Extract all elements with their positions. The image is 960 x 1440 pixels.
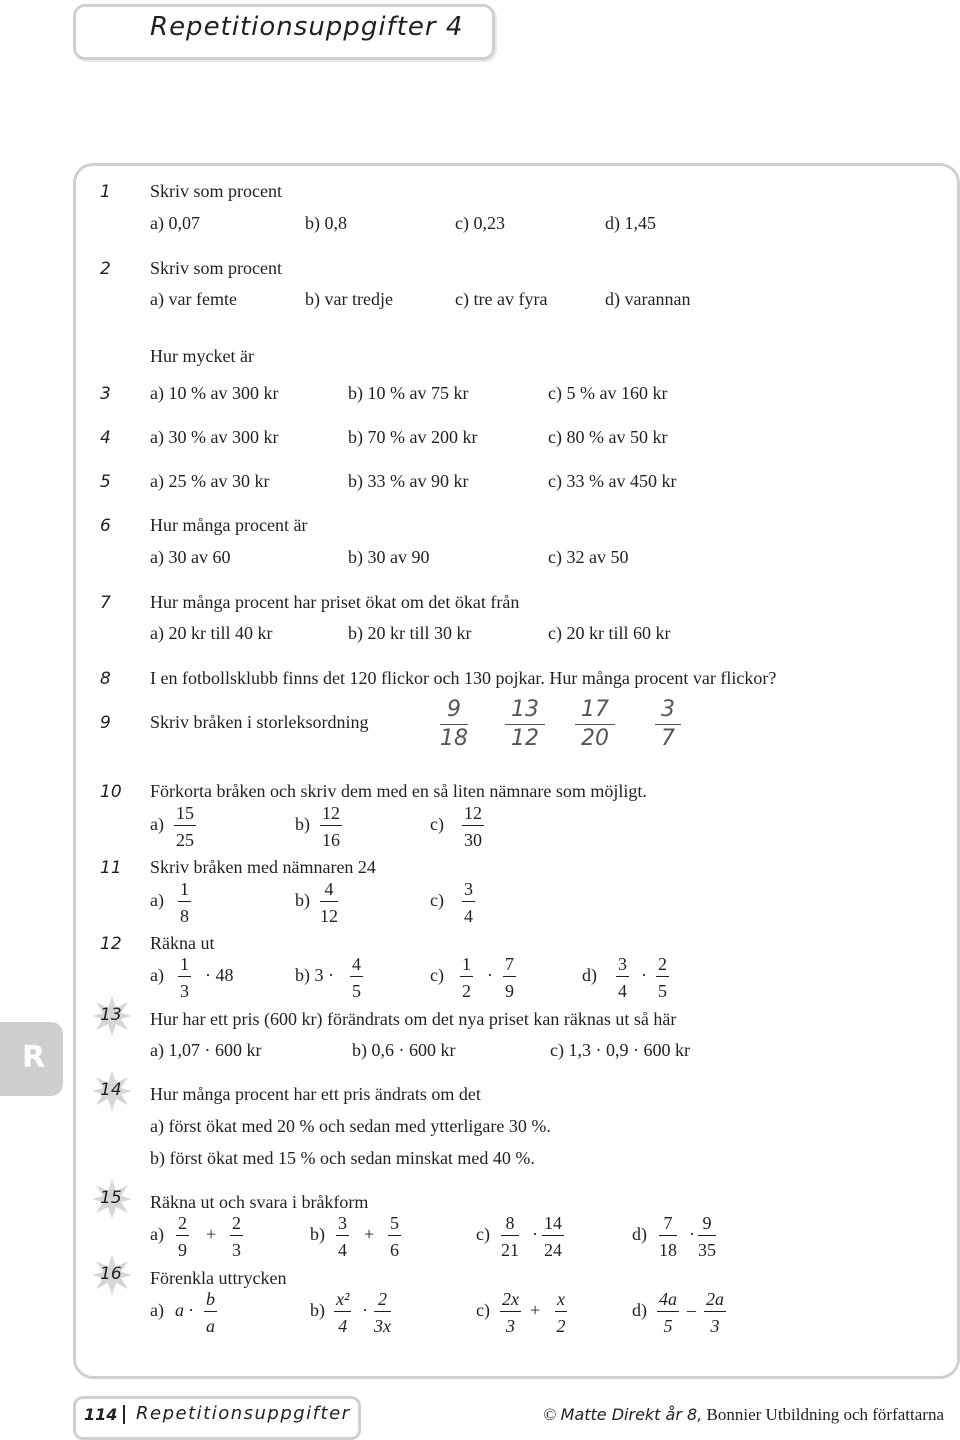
subtask-b: b) 0,6 · 600 kr	[352, 1040, 456, 1060]
numerator: 15	[176, 803, 194, 823]
subtask-b: b) först ökat med 15 % och sedan minskat med 40 %.	[150, 1148, 535, 1168]
numerator: 1	[180, 879, 189, 899]
subtask-d: d)	[582, 965, 597, 985]
numerator: 8	[505, 1213, 515, 1233]
challenge-star-badge	[92, 1255, 132, 1295]
subtask-b: b) 10 % av 75 kr	[348, 383, 469, 403]
denominator: 12	[320, 906, 338, 926]
fraction	[542, 1213, 564, 1260]
plus-sign: +	[530, 1300, 541, 1320]
denominator: 4	[618, 981, 627, 1001]
fraction	[501, 1213, 519, 1260]
challenge-star-badge	[92, 1071, 132, 1111]
denominator: 3	[232, 1240, 241, 1260]
denominator: 3	[506, 1316, 515, 1336]
fraction	[440, 698, 468, 751]
numerator: 17	[581, 697, 609, 722]
numerator: 13	[511, 697, 539, 722]
fraction	[230, 1213, 243, 1260]
numerator: 2	[232, 1213, 241, 1233]
denominator: 4	[338, 1316, 348, 1336]
fraction	[616, 954, 629, 1001]
numerator: b	[206, 1289, 215, 1309]
subtask-a: a)	[150, 1224, 164, 1244]
denominator: 12	[511, 726, 539, 751]
fraction	[176, 1213, 189, 1260]
task-text: Räkna ut och svara i bråkform	[150, 1192, 369, 1212]
task-number: 1	[100, 182, 111, 202]
fraction	[704, 1289, 726, 1336]
subtask-d: d)	[632, 1300, 647, 1320]
numerator: 2a	[706, 1289, 724, 1309]
denominator: 3x	[374, 1316, 391, 1336]
task-number: 9	[100, 713, 111, 733]
subtask-b: b)	[295, 814, 310, 834]
subtask-a: a) 1,07 · 600 kr	[150, 1040, 262, 1060]
task-number: 3	[100, 384, 111, 404]
numerator: 4	[324, 879, 334, 899]
footer-title: Repetitionsuppgifter	[136, 1403, 351, 1424]
fraction	[657, 1289, 679, 1336]
numerator: x²	[336, 1289, 350, 1309]
subtask-b: b) 20 kr till 30 kr	[348, 623, 472, 643]
subtask-d: d)	[632, 1224, 647, 1244]
subtask-a: a) först ökat med 20 % och sedan med ytterligare 30 %.	[150, 1116, 551, 1136]
numerator: 7	[505, 954, 514, 974]
task-number: 2	[100, 259, 111, 279]
fraction	[374, 1289, 391, 1336]
numerator: 3	[464, 879, 473, 899]
subtask-a: a)	[150, 965, 164, 985]
multiply-dot: ·	[487, 965, 493, 985]
denominator: 21	[501, 1240, 519, 1260]
fraction	[656, 954, 669, 1001]
book-grade: år 8,	[660, 1405, 703, 1424]
subtask-d: d) varannan	[605, 289, 691, 309]
subtask-a: a) 10 % av 300 kr	[150, 383, 279, 403]
section-tab	[0, 1022, 63, 1096]
fraction	[336, 1213, 349, 1260]
numerator: 3	[338, 1213, 347, 1233]
subtask-c: c) 32 av 50	[548, 547, 629, 567]
fraction	[555, 1289, 567, 1336]
fraction	[500, 1289, 521, 1336]
fraction	[655, 698, 681, 751]
minus-sign: –	[687, 1300, 696, 1320]
task-number: 16	[100, 1264, 122, 1284]
task-number: 7	[100, 593, 111, 613]
numerator: 4	[352, 954, 361, 974]
denominator: 9	[505, 981, 514, 1001]
numerator: 9	[447, 697, 461, 722]
task-text: Räkna ut	[150, 933, 215, 953]
subtask-a: a)	[150, 890, 164, 910]
subtask-c: c)	[430, 890, 444, 910]
denominator: 9	[178, 1240, 187, 1260]
variable-expression: a ·	[175, 1300, 193, 1320]
subtask-c: c) 5 % av 160 kr	[548, 383, 668, 403]
denominator: 16	[322, 830, 340, 850]
subtask-c: c) 33 % av 450 kr	[548, 471, 677, 491]
subtask-d: d) 1,45	[605, 213, 656, 233]
task-text: I en fotbollsklubb finns det 120 flickor och 130 pojkar. Hur många procent var flickor?	[150, 668, 777, 688]
page-title: Repetitionsuppgifter 4	[150, 12, 464, 42]
denominator: 4	[464, 906, 473, 926]
denominator: 2	[462, 981, 471, 1001]
denominator: 3	[710, 1316, 720, 1336]
numerator: 3	[661, 697, 675, 722]
task-number: 11	[100, 858, 122, 878]
subtask-c: c) 1,3 · 0,9 · 600 kr	[550, 1040, 690, 1060]
task-text: Förkorta bråken och skriv dem med en så liten nämnare som möjligt.	[150, 781, 647, 801]
task-text: Hur många procent har priset ökat om det ökat från	[150, 592, 520, 612]
subtask-c: c) tre av fyra	[455, 289, 548, 309]
denominator: 18	[659, 1240, 677, 1260]
plus-sign: +	[206, 1224, 217, 1244]
fraction	[462, 879, 475, 926]
task-number: 12	[100, 934, 122, 954]
copyright-symbol: ©	[543, 1405, 557, 1424]
subtask-a: a) var femte	[150, 289, 237, 309]
numerator: 3	[618, 954, 627, 974]
denominator: 30	[464, 830, 482, 850]
numerator: 2	[178, 1213, 187, 1233]
numerator: 7	[663, 1213, 673, 1233]
subtask-b: b)	[310, 1224, 325, 1244]
numerator: 1	[462, 954, 471, 974]
denominator: 35	[698, 1240, 716, 1260]
publisher: Bonnier Utbildning och författarna	[702, 1405, 944, 1424]
numerator: 2x	[502, 1289, 519, 1309]
denominator: a	[206, 1316, 215, 1336]
task-text: Skriv som procent	[150, 181, 282, 201]
section-tab-letter: R	[22, 1040, 46, 1075]
subtask-b: b) var tredje	[305, 289, 393, 309]
task-number: 10	[100, 782, 122, 802]
denominator: 25	[176, 830, 194, 850]
numerator: 2	[658, 954, 667, 974]
subtask-b: b) 33 % av 90 kr	[348, 471, 469, 491]
denominator: 6	[390, 1240, 399, 1260]
fraction	[178, 879, 191, 926]
numerator: 12	[322, 803, 340, 823]
denominator: 20	[581, 726, 609, 751]
subtask-a: a) 0,07	[150, 213, 200, 233]
task-number: 4	[100, 428, 111, 448]
book-title: Matte Direkt	[560, 1405, 661, 1424]
fraction	[320, 879, 338, 926]
denominator: 18	[440, 726, 468, 751]
numerator: x	[557, 1289, 565, 1309]
copyright-line	[543, 1405, 944, 1425]
subtask-b: b) 70 % av 200 kr	[348, 427, 478, 447]
challenge-star-badge	[92, 1179, 132, 1219]
fraction	[204, 1289, 217, 1336]
fraction	[575, 698, 615, 751]
task-text: Skriv bråken i storleksordning	[150, 712, 369, 732]
denominator: 3	[180, 981, 189, 1001]
subtask-a: a) 30 % av 300 kr	[150, 427, 279, 447]
numerator: 4a	[659, 1289, 677, 1309]
subtask-a: a) 20 kr till 40 kr	[150, 623, 273, 643]
subtask-b: b)	[310, 1300, 325, 1320]
denominator: 2	[556, 1316, 566, 1336]
challenge-star-badge	[92, 996, 132, 1036]
subtask-b: b)	[295, 890, 310, 910]
fraction	[350, 954, 363, 1001]
denominator: 5	[663, 1316, 673, 1336]
numerator: 1	[180, 954, 189, 974]
subtask-c: c) 0,23	[455, 213, 505, 233]
fraction	[174, 803, 196, 850]
multiply-dot: ·	[641, 965, 647, 985]
task-text: Skriv som procent	[150, 258, 282, 278]
fraction	[460, 954, 473, 1001]
denominator: 7	[661, 726, 675, 751]
denominator: 8	[180, 906, 189, 926]
subtask-c: c)	[430, 965, 444, 985]
subtask-a: a) 25 % av 30 kr	[150, 471, 270, 491]
subtask-b: b) 0,8	[305, 213, 347, 233]
multiply-dot: ·	[532, 1224, 538, 1244]
numerator: 12	[464, 803, 482, 823]
multiply-dot: ·	[689, 1224, 695, 1244]
task-number: 15	[100, 1188, 122, 1208]
fraction	[698, 1213, 716, 1260]
fraction	[505, 698, 545, 751]
denominator: 5	[658, 981, 667, 1001]
task-number: 6	[100, 516, 111, 536]
denominator: 4	[338, 1240, 347, 1260]
numerator: 5	[390, 1213, 399, 1233]
numerator: 2	[378, 1289, 387, 1309]
fraction	[462, 803, 484, 850]
fraction	[659, 1213, 677, 1260]
numerator: 14	[544, 1213, 562, 1233]
subtask-c: c)	[476, 1224, 490, 1244]
numerator: 9	[702, 1213, 712, 1233]
subtask-b: b) 30 av 90	[348, 547, 430, 567]
denominator: 5	[352, 981, 361, 1001]
denominator: 24	[544, 1240, 562, 1260]
task-number: 5	[100, 472, 111, 492]
subtask-a: a)	[150, 1300, 164, 1320]
subtask-c: c)	[430, 814, 444, 834]
subtask-a-tail: · 48	[205, 965, 234, 985]
fraction	[503, 954, 516, 1001]
fraction	[320, 803, 342, 850]
task-number: 8	[100, 669, 111, 689]
multiply-dot: ·	[362, 1300, 368, 1320]
subtask-b: b) 3 ·	[295, 965, 334, 985]
task-text: Hur många procent har ett pris ändrats om det	[150, 1084, 481, 1104]
task-number: 14	[100, 1080, 122, 1100]
plus-sign: +	[364, 1224, 375, 1244]
task-number: 13	[100, 1005, 122, 1025]
task-text: Hur har ett pris (600 kr) förändrats om det nya priset kan räknas ut så här	[150, 1009, 677, 1029]
fraction	[388, 1213, 401, 1260]
subtask-c: c) 80 % av 50 kr	[548, 427, 668, 447]
task-text: Skriv bråken med nämnaren 24	[150, 857, 376, 877]
subtask-a: a)	[150, 814, 164, 834]
intro-text: Hur mycket är	[150, 346, 254, 366]
task-text: Hur många procent är	[150, 515, 308, 535]
subtask-c: c) 20 kr till 60 kr	[548, 623, 671, 643]
subtask-a: a) 30 av 60	[150, 547, 231, 567]
page-number: 114	[84, 1405, 125, 1424]
task-text: Förenkla uttrycken	[150, 1268, 287, 1288]
fraction	[334, 1289, 351, 1336]
subtask-c: c)	[476, 1300, 490, 1320]
fraction	[178, 954, 191, 1001]
